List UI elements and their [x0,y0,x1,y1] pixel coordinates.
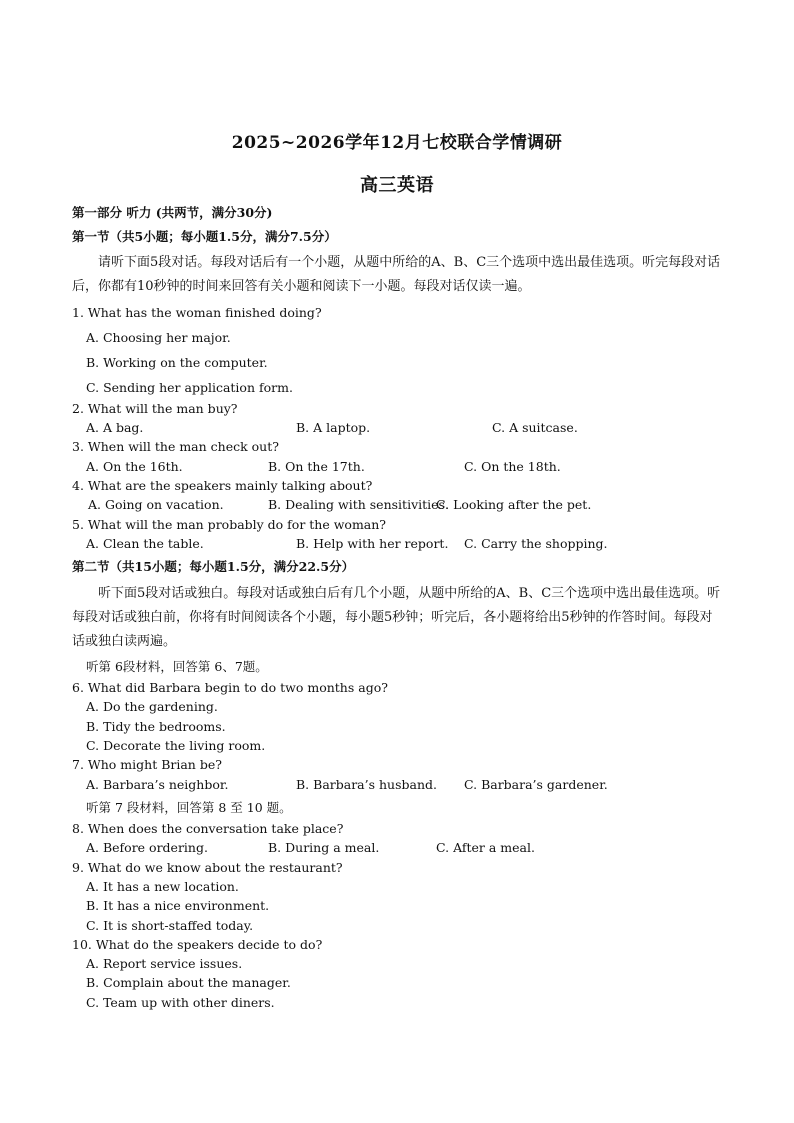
question-1-option-c: C. Sending her application form. [86,380,293,395]
question-9-stem: 9. What do we know about the restaurant? [72,860,343,875]
question-1-option-a: A. Choosing her major. [86,330,231,345]
question-7-stem: 7. Who might Brian be? [72,757,222,772]
question-6-stem: 6. What did Barbara begin to do two months ago? [72,680,388,695]
question-5-stem: 5. What will the man probably do for the woman? [72,517,387,532]
section2-instructions [72,582,724,654]
question-5-option-a: A. Clean the table. [86,536,204,551]
question-9-option-c: C. It is short-staffed today. [86,918,254,933]
question-4-stem: 4. What are the speakers mainly talking about? [72,478,373,493]
question-8-option-b: B. During a meal. [268,840,380,855]
question-10-option-b: B. Complain about the manager. [86,975,291,990]
material-7-note: 听第 7 段材料，回答第 8 至 10 题。 [86,800,292,815]
question-6-option-c: C. Decorate the living room. [86,738,266,753]
question-2-option-b: B. A laptop. [296,420,371,435]
question-10-option-c: C. Team up with other diners. [86,995,275,1010]
question-5-option-c: C. Carry the shopping. [464,536,608,551]
question-8-option-a: A. Before ordering. [86,840,208,855]
question-10-option-a: A. Report service issues. [86,956,243,971]
section1-instructions-text: 请听下面5段对话。每段对话后有一个小题，从题中所给的A、B、C三个选项中选出最佳选项。听完每段对话后，你都有10秒钟的时间来回答有关小题和阅读下一小题。每段对话仅读一遍。 [72,255,721,294]
question-3-option-b: B. On the 17th. [268,459,365,474]
exam-subject: 高三英语 [360,175,434,196]
question-3-stem: 3. When will the man check out? [72,439,279,454]
question-7-option-a: A. Barbara’s neighbor. [86,777,229,792]
question-4-option-c: C. Looking after the pet. [436,497,592,512]
question-6-option-b: B. Tidy the bedrooms. [86,719,226,734]
question-8-stem: 8. When does the conversation take place? [72,821,344,836]
section1-heading: 第一节（共5小题；每小题1.5分，满分7.5分） [72,229,337,244]
question-7-option-b: B. Barbara’s husband. [296,777,437,792]
section2-instructions-text: 听下面5段对话或独白。每段对话或独白后有几个小题，从题中所给的A、B、C三个选项中选出最佳选项。听每段对话或独白前，你将有时间阅读各个小题，每小题5秒钟；听完后，各小题将给出5秒钟的作答时间。每段对话或独白读两遍。 [72,586,721,649]
section1-instructions [72,251,724,299]
question-4-option-a: A. Going on vacation. [88,497,224,512]
question-3-option-c: C. On the 18th. [464,459,561,474]
question-3-option-a: A. On the 16th. [86,459,183,474]
question-2-option-c: C. A suitcase. [492,420,578,435]
question-9-option-a: A. It has a new location. [86,879,239,894]
question-7-option-c: C. Barbara’s gardener. [464,777,608,792]
part1-heading: 第一部分 听力 (共两节，满分30分) [72,205,273,220]
question-1-option-b: B. Working on the computer. [86,355,268,370]
question-5-option-b: B. Help with her report. [296,536,449,551]
question-10-stem: 10. What do the speakers decide to do? [72,937,323,952]
exam-title: 2025~2026学年12月七校联合学情调研 [231,133,563,153]
question-4-option-b: B. Dealing with sensitivities. [268,497,449,512]
question-8-option-c: C. After a meal. [436,840,535,855]
question-6-option-a: A. Do the gardening. [86,699,218,714]
section2-heading: 第二节（共15小题；每小题1.5分，满分22.5分） [72,559,355,574]
question-2-stem: 2. What will the man buy? [72,401,238,416]
question-2-option-a: A. A bag. [86,420,144,435]
question-9-option-b: B. It has a nice environment. [86,898,270,913]
question-1-stem: 1. What has the woman finished doing? [72,305,322,320]
material-6-note: 听第 6段材料，回答第 6、7题。 [86,659,268,674]
